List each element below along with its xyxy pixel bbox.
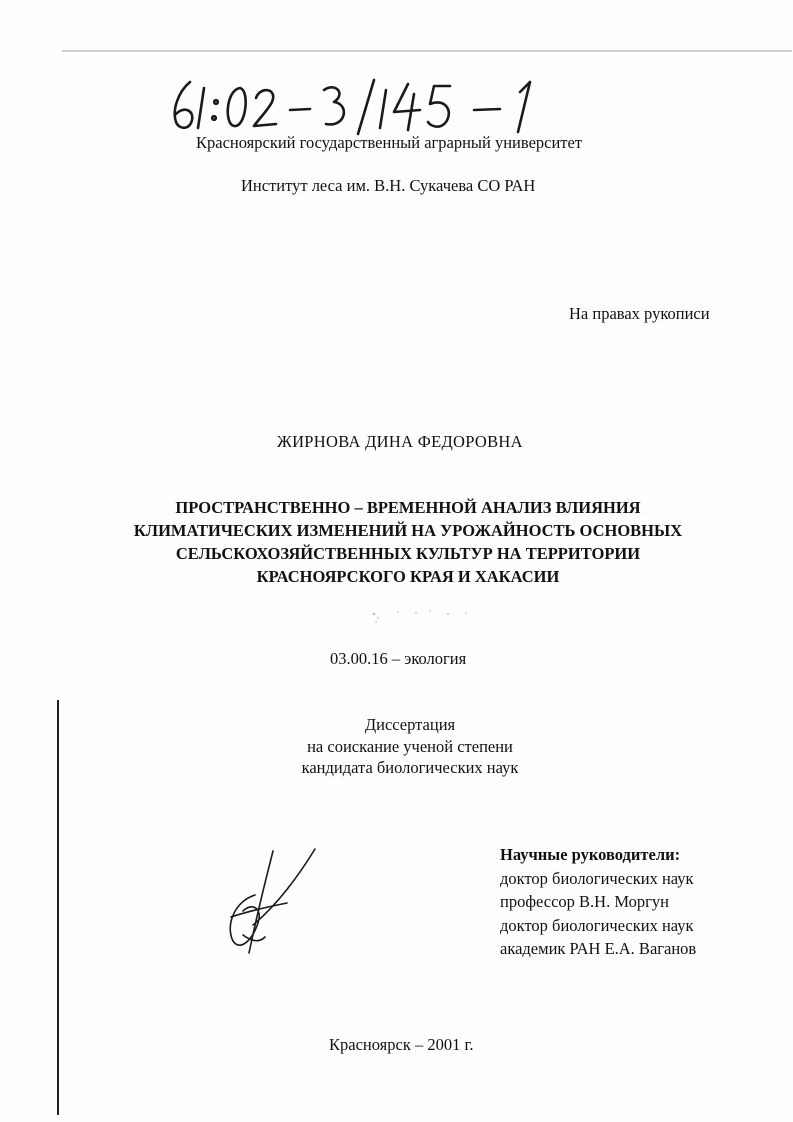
rights-note: На правах рукописи [569,304,710,323]
scan-smudge [368,604,478,626]
institute-name: Институт леса им. В.Н. Сукачева СО РАН [241,176,536,195]
scientific-advisors [500,843,760,961]
handwritten-signature [215,845,325,960]
title-line: КРАСНОЯРСКОГО КРАЯ И ХАКАСИИ [256,567,560,586]
thesis-line: Диссертация [364,715,456,734]
thesis-line: кандидата биологических наук [301,758,519,777]
author-name: ЖИРНОВА ДИНА ФЕДОРОВНА [277,432,523,451]
scan-edge-top [62,50,792,52]
advisor-line: доктор биологических наук [500,915,694,935]
thesis-line: на соискание ученой степени [307,736,513,756]
advisor-line: профессор В.Н. Моргун [500,892,669,911]
title-line: СЕЛЬСКОХОЗЯЙСТВЕННЫХ КУЛЬТУР НА ТЕРРИТОРИИ [175,544,641,563]
dissertation-title [96,496,720,588]
city-year: Красноярск – 2001 г. [329,1035,474,1054]
advisors-heading: Научные руководители: [500,845,681,864]
scan-edge-left [57,700,59,1115]
title-line: ПРОСТРАНСТВЕННО – ВРЕМЕННОЙ АНАЛИЗ ВЛИЯНИЯ [175,498,641,517]
specialty-code: 03.00.16 – экология [330,649,467,668]
archive-number-text: 61:02-3/145-1 [168,70,174,71]
university-name: Красноярский государственный аграрный университет [196,133,583,152]
handwritten-archive-number [168,70,588,140]
thesis-degree-block [250,714,570,779]
advisor-line: доктор биологических наук [500,868,694,888]
advisor-line: академик РАН Е.А. Ваганов [500,939,697,958]
title-line: КЛИМАТИЧЕСКИХ ИЗМЕНЕНИЙ НА УРОЖАЙНОСТЬ ОСНОВНЫХ [133,521,683,540]
